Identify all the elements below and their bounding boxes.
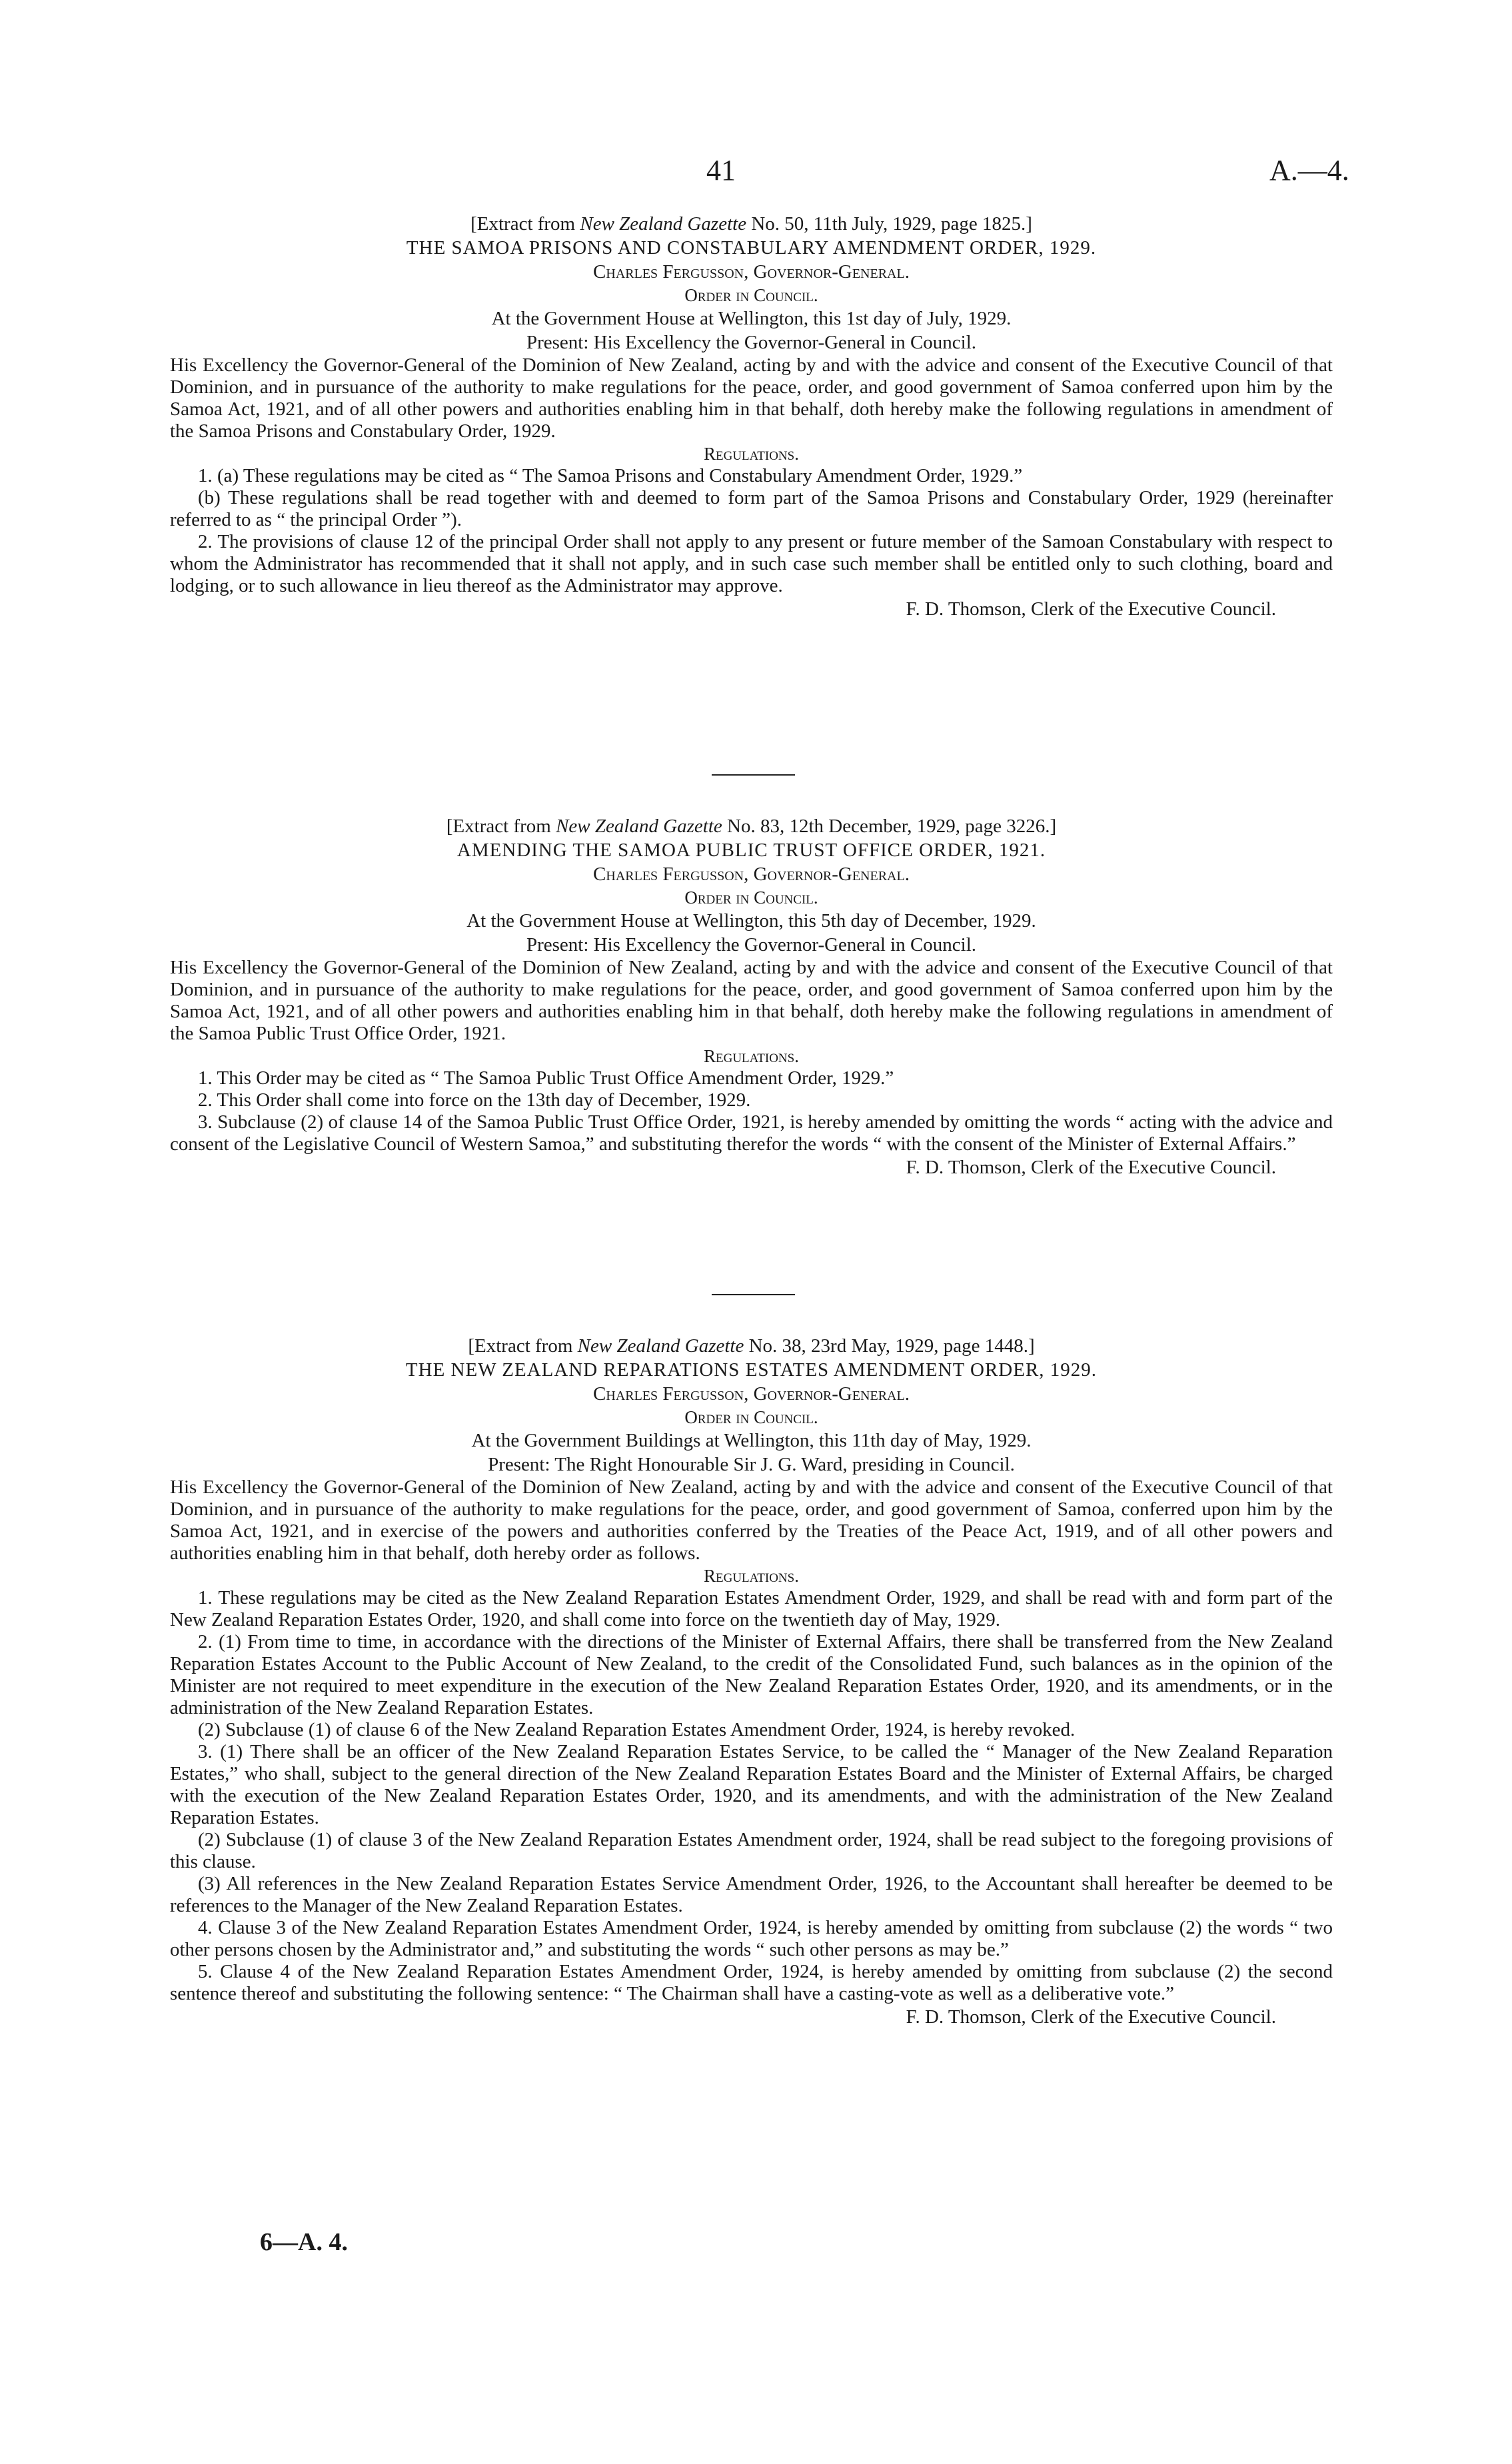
- location-line: At the Government Buildings at Wellington, this 11th day of May, 1929.: [471, 1430, 1032, 1451]
- preamble: His Excellency the Governor-General of the Dominion of New Zealand, acting by and with the advice and consent of the Executive Council of that Dominion, and in pursuance of the authority to make regulations for the peace, order, and good government of Samoa conferred upon him by the Samoa Act, 1921, and of all other powers and authorities enabling him in that behalf, doth hereby make the following regulations in amendment of the Samoa Prisons and Constabulary Order, 1929.: [170, 354, 1333, 442]
- clause: (b) These regulations shall be read together with and deemed to form part of the Samoa Prisons and Constabulary Order, 1929 (hereinafter referred to as “ the principal Order ”).: [170, 487, 1333, 530]
- gazette-extract-line: [Extract from New Zealand Gazette No. 38, 23rd May, 1929, page 1448.]: [468, 1335, 1035, 1357]
- regulations-heading: Regulations.: [704, 444, 799, 464]
- clause: 4. Clause 3 of the New Zealand Reparation Estates Amendment Order, 1924, is hereby amended by omitting from subclause (2) the words “ two other persons chosen by the Administrator and,” and substituting the words “ such other persons as may be.”: [170, 1917, 1333, 1960]
- clause: 1. These regulations may be cited as the New Zealand Reparation Estates Amendment Order, 1929, and shall be read with and form part of the New Zealand Reparation Estates Order, 1920, and shall come into force on the twentieth day of May, 1929.: [170, 1587, 1333, 1630]
- order-title: THE SAMOA PRISONS AND CONSTABULARY AMENDMENT ORDER, 1929.: [406, 237, 1097, 259]
- order-heading: Order in Council.: [684, 285, 818, 305]
- order-heading: Order in Council.: [684, 888, 818, 908]
- regulations-heading: Regulations.: [704, 1566, 799, 1586]
- clause: 1. (a) These regulations may be cited as “ The Samoa Prisons and Constabulary Amendment Order, 1929.”: [198, 465, 1023, 486]
- regulations-heading: Regulations.: [704, 1046, 799, 1066]
- clause: (3) All references in the New Zealand Reparation Estates Service Amendment Order, 1926, to the Accountant shall hereafter be deemed to be references to the Manager of the New Zealand Reparation Estates.: [170, 1873, 1333, 1916]
- clerk-signature: F. D. Thomson, Clerk of the Executive Council.: [906, 2006, 1276, 2028]
- clause: 3. (1) There shall be an officer of the New Zealand Reparation Estates Service, to be called the “ Manager of the New Zealand Reparation Estates,” who shall, subject to the general direction of the New Zealand Reparation Estates Board and the Minister of External Affairs, be charged with the execution of the New Zealand Reparation Estates Order, 1920, and its amendments, and with the administration of the New Zealand Reparation Estates.: [170, 1741, 1333, 1828]
- section-divider: [712, 1294, 795, 1295]
- clause: 3. Subclause (2) of clause 14 of the Samoa Public Trust Office Order, 1921, is hereby amended by omitting the words “ acting with the advice and consent of the Legislative Council of Western Samoa,” and substituting therefor the words “ with the consent of the Minister of External Affairs.”: [170, 1111, 1333, 1155]
- order-heading: Order in Council.: [684, 1407, 818, 1427]
- preamble: His Excellency the Governor-General of the Dominion of New Zealand, acting by and with the advice and consent of the Executive Council of that Dominion, and in pursuance of the authority to make regulations for the peace, order, and good government of Samoa conferred upon him by the Samoa Act, 1921, and of all other powers and authorities enabling him in that behalf, doth hereby make the following regulations in amendment of the Samoa Public Trust Office Order, 1921.: [170, 957, 1333, 1044]
- page-reference: A.—4.: [1269, 154, 1349, 187]
- clause: (2) Subclause (1) of clause 3 of the New Zealand Reparation Estates Amendment order, 1924, shall be read subject to the foregoing provisions of this clause.: [170, 1829, 1333, 1872]
- clause: 2. (1) From time to time, in accordance with the directions of the Minister of External Affairs, there shall be transferred from the New Zealand Reparation Estates Account to the Public Account of New Zealand, to the credit of the Consolidated Fund, such balances as in the opinion of the Minister are not required to meet expenditure in the execution of the New Zealand Reparation Estates Order, 1920, and its amendments, or in the administration of the New Zealand Reparation Estates.: [170, 1631, 1333, 1718]
- page-number: 41: [706, 154, 736, 187]
- present-line: Present: His Excellency the Governor-General in Council.: [526, 934, 977, 955]
- footer-page-code: 6—A. 4.: [260, 2228, 348, 2256]
- gazette-name: New Zealand Gazette: [556, 816, 722, 837]
- governor-line: Charles Fergusson, Governor-General.: [593, 1383, 910, 1405]
- section-prisons-order: [170, 212, 1333, 621]
- clerk-signature: F. D. Thomson, Clerk of the Executive Council.: [906, 1157, 1276, 1178]
- section-public-trust-order: [170, 814, 1333, 1179]
- present-line: Present: His Excellency the Governor-General in Council.: [526, 332, 977, 353]
- gazette-extract-line: [Extract from New Zealand Gazette No. 83, 12th December, 1929, page 3226.]: [446, 816, 1057, 837]
- gazette-name: New Zealand Gazette: [577, 1335, 744, 1357]
- clause: 5. Clause 4 of the New Zealand Reparation Estates Amendment Order, 1924, is hereby amended by omitting from subclause (2) the second sentence thereof and substituting the following sentence: “ The Chairman shall have a casting-vote as well as a deliberative vote.”: [170, 1961, 1333, 2004]
- present-line: Present: The Right Honourable Sir J. G. Ward, presiding in Council.: [488, 1454, 1015, 1475]
- order-title: AMENDING THE SAMOA PUBLIC TRUST OFFICE ORDER, 1921.: [456, 840, 1046, 861]
- section-divider: [712, 774, 795, 776]
- governor-line: Charles Fergusson, Governor-General.: [593, 864, 910, 885]
- clause: 2. This Order shall come into force on the 13th day of December, 1929.: [198, 1089, 751, 1111]
- clause: (2) Subclause (1) of clause 6 of the New Zealand Reparation Estates Amendment Order, 1924, is hereby revoked.: [198, 1719, 1076, 1740]
- section-reparations-order: [170, 1334, 1333, 2029]
- clause: 1. This Order may be cited as “ The Samoa Public Trust Office Amendment Order, 1929.”: [198, 1067, 894, 1089]
- location-line: At the Government House at Wellington, this 5th day of December, 1929.: [466, 910, 1036, 931]
- preamble: His Excellency the Governor-General of the Dominion of New Zealand, acting by and with the advice and consent of the Executive Council of that Dominion, and in pursuance of the authority to make regulations for the peace, order, and good government of Samoa, conferred upon him by the Samoa Act, 1921, and in exercise of the powers and authorities conferred by the Treaties of the Peace Act, 1919, and of all other powers and authorities enabling him in that behalf, doth hereby order as follows.: [170, 1477, 1333, 1564]
- location-line: At the Government House at Wellington, this 1st day of July, 1929.: [491, 308, 1012, 329]
- gazette-extract-line: [Extract from New Zealand Gazette No. 50, 11th July, 1929, page 1825.]: [470, 213, 1032, 235]
- governor-line: Charles Fergusson, Governor-General.: [593, 261, 910, 283]
- clause: 2. The provisions of clause 12 of the principal Order shall not apply to any present or future member of the Samoan Constabulary with respect to whom the Administrator has recommended that it shall not apply, and in such case such member shall be entitled only to such clothing, board and lodging, or to such allowance in lieu thereof as the Administrator may approve.: [170, 531, 1333, 596]
- clerk-signature: F. D. Thomson, Clerk of the Executive Council.: [906, 598, 1276, 620]
- order-title: THE NEW ZEALAND REPARATIONS ESTATES AMENDMENT ORDER, 1929.: [405, 1359, 1098, 1381]
- gazette-name: New Zealand Gazette: [580, 213, 747, 235]
